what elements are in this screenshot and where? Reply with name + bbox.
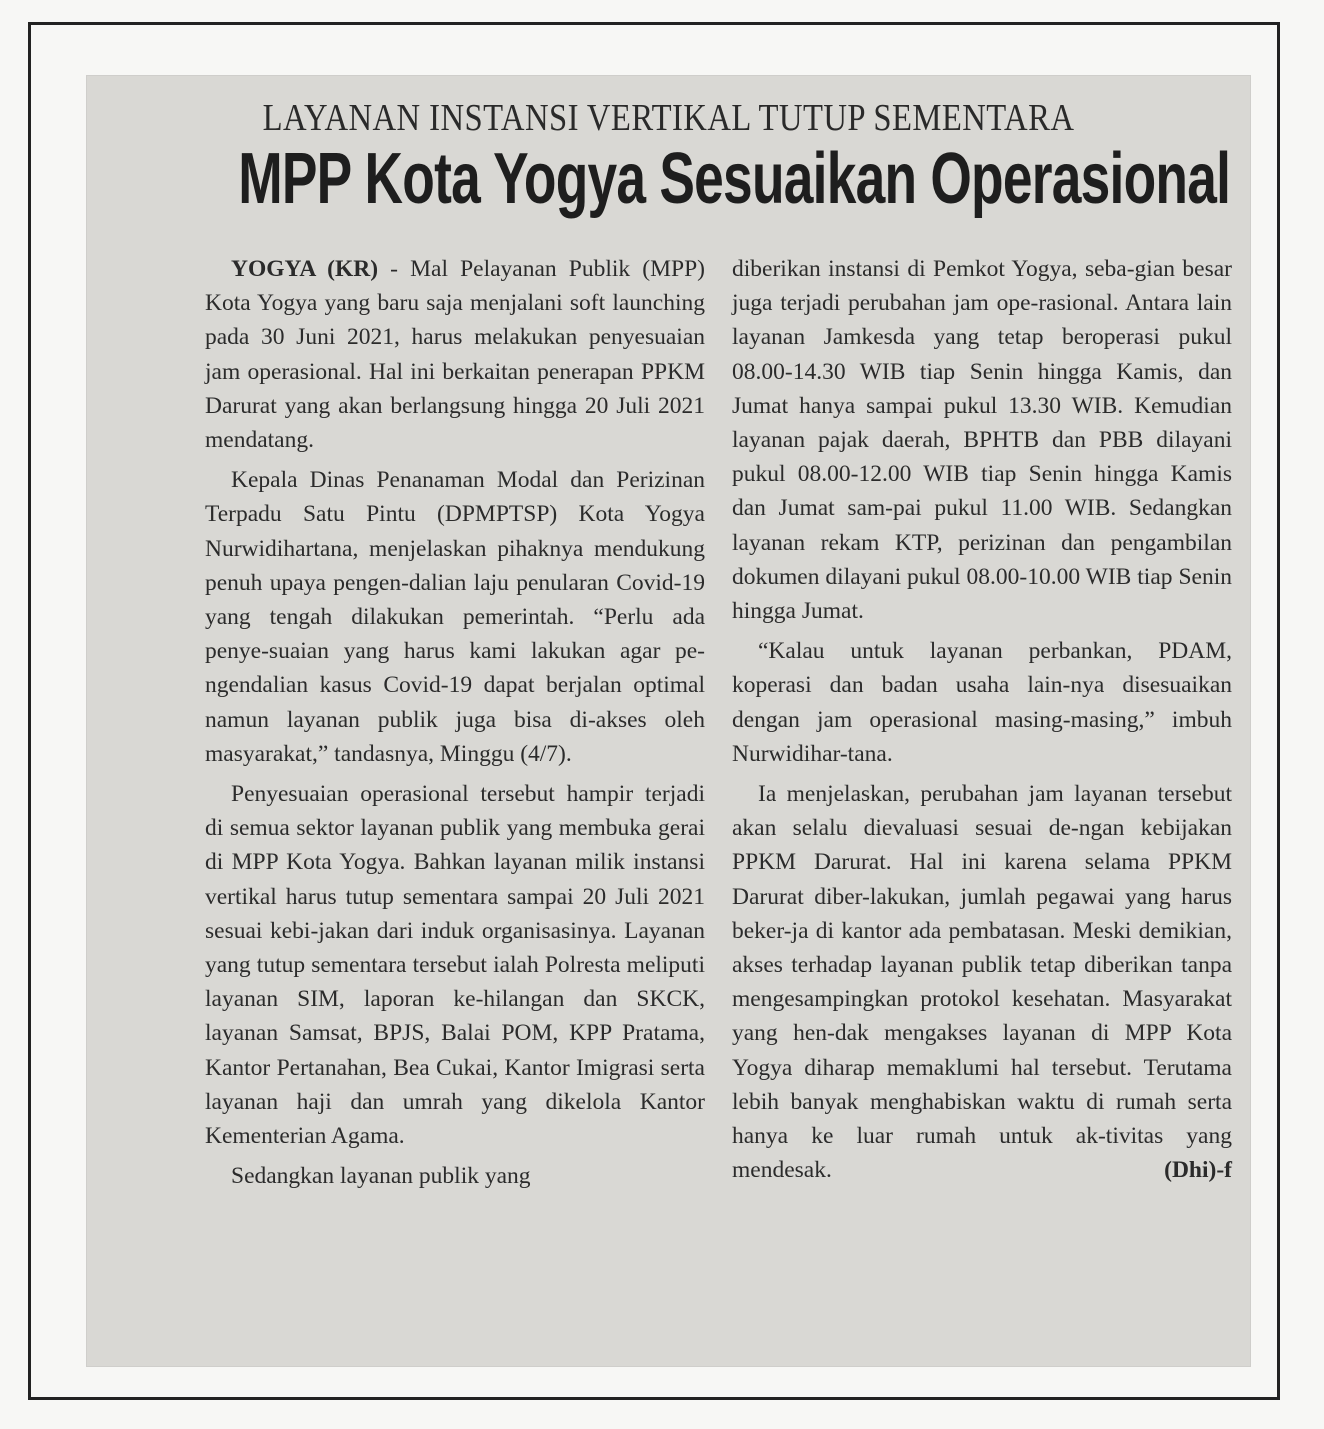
article-headline: MPP Kota Yogya Sesuaikan Operasional (238, 139, 1231, 219)
lead-paragraph (205, 252, 705, 457)
left-paragraph-1: Kepala Dinas Penanaman Modal dan Perizinan Terpadu Satu Pintu (DPMPTSP) Kota Yogya Nurwidihartana, menjelaskan pihaknya mendukung penuh upaya pengen-dalian laju penularan Covid-19 yang tengah dilakukan pemerintah. “Perlu ada penye-suaian yang harus kami lakukan agar pe-ngendalian kasus Covid-19 dapat berjalan optimal namun layanan publik juga bisa di-akses oleh masyarakat,” tandasnya, Minggu (4/7). (205, 467, 705, 767)
left-paragraph-3: Sedangkan layanan publik yang (231, 1163, 531, 1190)
dateline: YOGYA (KR) (231, 256, 379, 282)
left-column (205, 252, 705, 1199)
right-paragraph-2: “Kalau untuk layanan perbankan, PDAM, koperasi dan badan usaha lain-nya disesuaikan dengan jam operasional masing-masing,” imbuh Nurwidihar-tana. (732, 638, 1232, 767)
right-paragraph-3-text: Ia menjelaskan, perubahan jam layanan tersebut akan selalu dievaluasi sesuai de-ngan kebijakan PPKM Darurat. Hal ini karena selama PPKM Darurat diber-lakukan, jumlah pegawai yang harus beker-ja di kantor ada pembatasan. Meski demikian, akses terhadap layanan publik tetap diberikan tanpa mengesampingkan protokol kesehatan. Masyarakat yang hen-dak mengakses layanan di MPP Kota Yogya diharap memaklumi hal tersebut. Terutama lebih banyak menghabiskan waktu di rumah serta hanya ke luar rumah untuk ak-tivitas yang mendesak. (732, 781, 1232, 1184)
author-signoff: (Dhi)-f (1164, 1157, 1232, 1184)
left-paragraph-2: Penyesuaian operasional tersebut hampir terjadi di semua sektor layanan publik yang membuka gerai di MPP Kota Yogya. Bahkan layanan milik instansi vertikal harus tutup sementara sampai 20 Juli 2021 sesuai kebi-jakan dari induk organisasinya. Layanan yang tutup sementara tersebut ialah Polresta meliputi layanan SIM, laporan ke-hilangan dan SKCK, layanan Samsat, BPJS, Balai POM, KPP Pratama, Kantor Pertanahan, Bea Cukai, Kantor Imigrasi serta layanan haji dan umrah yang dikelola Kantor Kementerian Agama. (205, 781, 705, 1150)
article-body (205, 252, 1232, 1199)
newspaper-clipping (87, 76, 1250, 1366)
lead-text: - Mal Pelayanan Publik (MPP) Kota Yogya yang baru saja menjalani soft launching pada 30 Juni 2021, harus melakukan penyesuaian jam operasional. Hal ini berkaitan penerapan PPKM Darurat yang akan berlangsung hingga 20 Juli 2021 mendatang. (205, 256, 705, 454)
article-kicker: LAYANAN INSTANSI VERTIKAL TUTUP SEMENTARA (262, 97, 1075, 139)
right-column (732, 252, 1232, 1199)
right-paragraph-1: diberikan instansi di Pemkot Yogya, seba-gian besar juga terjadi perubahan jam ope-rasional. Antara lain layanan Jamkesda yang tetap beroperasi pukul 08.00-14.30 WIB tiap Senin hingga Kamis, dan Jumat hanya sampai pukul 13.30 WIB. Kemudian layanan pajak daerah, BPHTB dan PBB dilayani pukul 08.00-12.00 WIB tiap Senin hingga Kamis dan Jumat sam-pai pukul 11.00 WIB. Sedangkan layanan rekam KTP, perizinan dan pengambilan dokumen dilayani pukul 08.00-10.00 WIB tiap Senin hingga Jumat. (732, 256, 1232, 625)
right-paragraph-3 (732, 777, 1232, 1187)
